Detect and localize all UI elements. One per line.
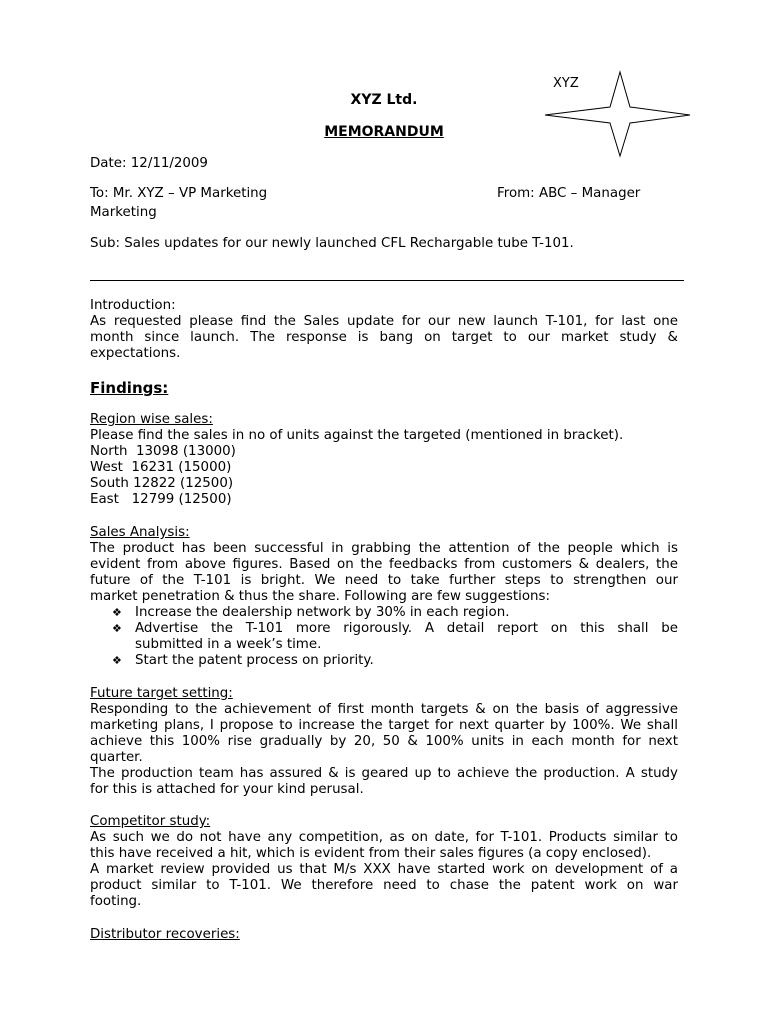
document-title: MEMORANDUM xyxy=(324,124,444,140)
intro-line: month since launch. The response is bang on target to our market study & xyxy=(90,330,678,345)
sales-analysis-line: The product has been successful in grabbing the attention of the people which is xyxy=(90,541,678,556)
suggestion-item-continued: submitted in a week’s time. xyxy=(135,637,322,652)
diamond-bullet-icon: ❖ xyxy=(112,654,122,667)
suggestion-item: Start the patent process on priority. xyxy=(135,653,374,668)
distributor-heading: Distributor recoveries: xyxy=(90,927,240,942)
future-target-line: achieve this 100% rise gradually by 20, 50 & 100% units in each month for next xyxy=(90,734,678,749)
sales-analysis-line: evident from above figures. Based on the feedbacks from customers & dealers, the xyxy=(90,557,678,572)
competitor-line: product similar to T-101. We therefore need to chase the patent work on war xyxy=(90,878,678,893)
competitor-heading: Competitor study: xyxy=(90,814,211,829)
region-row-east: East 12799 (12500) xyxy=(90,492,232,507)
sales-analysis-line: market penetration & thus the share. Following are few suggestions: xyxy=(90,589,550,604)
header-divider xyxy=(90,280,684,281)
region-intro: Please find the sales in no of units against the targeted (mentioned in bracket). xyxy=(90,428,624,443)
memo-subject: Sub: Sales updates for our newly launched CFL Rechargable tube T-101. xyxy=(90,236,574,251)
intro-line: As requested please find the Sales update for our new launch T-101, for last one xyxy=(90,314,678,329)
region-row-north: North 13098 (13000) xyxy=(90,444,236,459)
future-target-line: marketing plans, I propose to increase the target for next quarter by 100%. We shall xyxy=(90,718,678,733)
findings-heading: Findings: xyxy=(90,379,169,397)
company-name: XYZ Ltd. xyxy=(350,92,418,108)
competitor-line: A market review provided us that M/s XXX have started work on development of a xyxy=(90,862,678,877)
intro-line: expectations. xyxy=(90,346,181,361)
future-target-heading: Future target setting: xyxy=(90,686,233,701)
region-row-south: South 12822 (12500) xyxy=(90,476,234,491)
star-logo-icon xyxy=(540,70,695,160)
region-heading: Region wise sales: xyxy=(90,412,213,427)
future-target-line: Responding to the achievement of first month targets & on the basis of aggressive xyxy=(90,702,678,717)
competitor-line: As such we do not have any competition, as on date, for T-101. Products similar to xyxy=(90,830,678,845)
logo-text: XYZ xyxy=(553,76,579,91)
future-target-line: The production team has assured & is geared up to achieve the production. A study xyxy=(90,766,678,781)
competitor-line: footing. xyxy=(90,894,142,909)
memo-from: From: ABC – Manager xyxy=(497,186,641,201)
memo-to-continued: Marketing xyxy=(90,205,157,220)
sales-analysis-heading: Sales Analysis: xyxy=(90,525,190,540)
diamond-bullet-icon: ❖ xyxy=(112,622,122,635)
intro-heading: Introduction: xyxy=(90,298,176,313)
competitor-line: this have received a hit, which is evident from their sales figures (a copy enclosed). xyxy=(90,846,652,861)
memo-to: To: Mr. XYZ – VP Marketing xyxy=(90,186,268,201)
diamond-bullet-icon: ❖ xyxy=(112,606,122,619)
sales-analysis-line: future of the T-101 is bright. We need to take further steps to strengthen our xyxy=(90,573,678,588)
memo-date: Date: 12/11/2009 xyxy=(90,156,208,171)
future-target-line: for this is attached for your kind perusal. xyxy=(90,782,364,797)
region-row-west: West 16231 (15000) xyxy=(90,460,232,475)
future-target-line: quarter. xyxy=(90,750,143,765)
suggestion-item: Increase the dealership network by 30% in each region. xyxy=(135,605,510,620)
suggestion-item: Advertise the T-101 more rigorously. A detail report on this shall be xyxy=(135,621,678,636)
